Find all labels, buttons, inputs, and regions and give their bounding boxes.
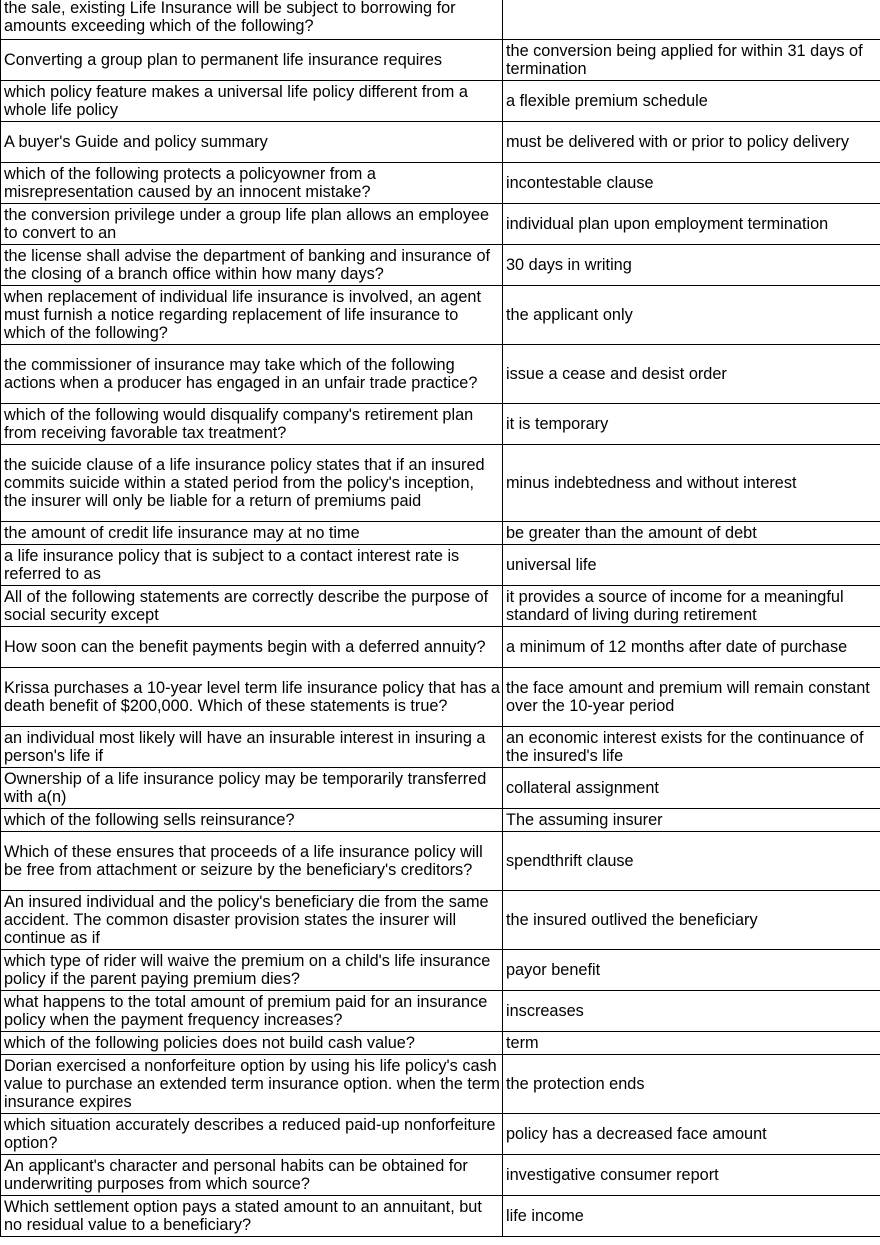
question-cell: which of the following protects a policyowner from a misrepresentation caused by an innocent mistake? (1, 163, 503, 204)
question-cell: How soon can the benefit payments begin with a deferred annuity? (1, 627, 503, 668)
question-cell: Ownership of a life insurance policy may be temporarily transferred with a(n) (1, 768, 503, 809)
answer-cell: 30 days in writing (503, 245, 880, 286)
table-row (1, 1196, 880, 1237)
table-row (1, 586, 880, 627)
table-row (1, 668, 880, 727)
question-cell: An applicant's character and personal habits can be obtained for underwriting purposes from which source? (1, 1155, 503, 1196)
answer-cell: it provides a source of income for a meaningful standard of living during retirement (503, 586, 880, 627)
answer-cell: incontestable clause (503, 163, 880, 204)
question-cell: A buyer's Guide and policy summary (1, 122, 503, 163)
table-row (1, 832, 880, 891)
answer-cell: universal life (503, 545, 880, 586)
question-cell: when replacement of individual life insurance is involved, an agent must furnish a notice regarding replacement of life insurance to which of the following? (1, 286, 503, 345)
table-row (1, 545, 880, 586)
answer-cell: spendthrift clause (503, 832, 880, 891)
table-row (1, 950, 880, 991)
table-row (1, 768, 880, 809)
answer-cell: investigative consumer report (503, 1155, 880, 1196)
answer-cell: policy has a decreased face amount (503, 1114, 880, 1155)
question-cell: which of the following sells reinsurance? (1, 809, 503, 832)
question-cell: an individual most likely will have an insurable interest in insuring a person's life if (1, 727, 503, 768)
table-row (1, 522, 880, 545)
answer-cell: the applicant only (503, 286, 880, 345)
answer-cell: inscreases (503, 991, 880, 1032)
table-row (1, 122, 880, 163)
table-row (1, 1114, 880, 1155)
question-cell: Converting a group plan to permanent life insurance requires (1, 40, 503, 81)
table-row (1, 40, 880, 81)
question-cell: which policy feature makes a universal life policy different from a whole life policy (1, 81, 503, 122)
table-row (1, 163, 880, 204)
answer-cell: it is temporary (503, 404, 880, 445)
table-row (1, 991, 880, 1032)
question-cell: which type of rider will waive the premium on a child's life insurance policy if the parent paying premium dies? (1, 950, 503, 991)
answer-cell: must be delivered with or prior to policy delivery (503, 122, 880, 163)
table-row (1, 286, 880, 345)
answer-cell (503, 0, 880, 40)
question-cell: the commissioner of insurance may take which of the following actions when a producer has engaged in an unfair trade practice? (1, 345, 503, 404)
answer-cell: collateral assignment (503, 768, 880, 809)
table-row (1, 245, 880, 286)
answer-cell: minus indebtedness and without interest (503, 445, 880, 522)
table-row (1, 404, 880, 445)
answer-cell: the conversion being applied for within 31 days of termination (503, 40, 880, 81)
answer-cell: the face amount and premium will remain constant over the 10-year period (503, 668, 880, 727)
question-cell: the amount of credit life insurance may at no time (1, 522, 503, 545)
question-cell: Which of these ensures that proceeds of a life insurance policy will be free from attachment or seizure by the beneficiary's creditors? (1, 832, 503, 891)
answer-cell: a minimum of 12 months after date of purchase (503, 627, 880, 668)
question-cell: Krissa purchases a 10-year level term life insurance policy that has a death benefit of $200,000. Which of these statements is true? (1, 668, 503, 727)
question-cell: the suicide clause of a life insurance policy states that if an insured commits suicide within a stated period from the policy's inception, the insurer will only be liable for a return of premiums paid (1, 445, 503, 522)
question-cell: what happens to the total amount of premium paid for an insurance policy when the payment frequency increases? (1, 991, 503, 1032)
question-cell: which of the following policies does not build cash value? (1, 1032, 503, 1055)
question-cell: which of the following would disqualify company's retirement plan from receiving favorable tax treatment? (1, 404, 503, 445)
answer-cell: issue a cease and desist order (503, 345, 880, 404)
question-cell: All of the following statements are correctly describe the purpose of social security except (1, 586, 503, 627)
table-row (1, 345, 880, 404)
table-row (1, 809, 880, 832)
qa-table-body (1, 0, 880, 1237)
table-row (1, 445, 880, 522)
answer-cell: an economic interest exists for the continuance of the insured's life (503, 727, 880, 768)
question-cell: Dorian exercised a nonforfeiture option by using his life policy's cash value to purchase an extended term insurance option. when the term insurance expires (1, 1055, 503, 1114)
answer-cell: a flexible premium schedule (503, 81, 880, 122)
table-row (1, 204, 880, 245)
answer-cell: individual plan upon employment termination (503, 204, 880, 245)
answer-cell: payor benefit (503, 950, 880, 991)
table-row (1, 81, 880, 122)
answer-cell: term (503, 1032, 880, 1055)
answer-cell: the protection ends (503, 1055, 880, 1114)
answer-cell: The assuming insurer (503, 809, 880, 832)
question-cell: a life insurance policy that is subject to a contact interest rate is referred to as (1, 545, 503, 586)
table-row (1, 891, 880, 950)
answer-cell: life income (503, 1196, 880, 1237)
question-cell: Which settlement option pays a stated amount to an annuitant, but no residual value to a beneficiary? (1, 1196, 503, 1237)
question-cell: the sale, existing Life Insurance will be subject to borrowing for amounts exceeding which of the following? (1, 0, 503, 40)
table-row (1, 0, 880, 40)
question-cell: which situation accurately describes a reduced paid-up nonforfeiture option? (1, 1114, 503, 1155)
table-row (1, 1055, 880, 1114)
table-row (1, 627, 880, 668)
question-cell: An insured individual and the policy's beneficiary die from the same accident. The common disaster provision states the insurer will continue as if (1, 891, 503, 950)
question-cell: the license shall advise the department of banking and insurance of the closing of a branch office within how many days? (1, 245, 503, 286)
table-row (1, 727, 880, 768)
table-row (1, 1155, 880, 1196)
answer-cell: be greater than the amount of debt (503, 522, 880, 545)
answer-cell: the insured outlived the beneficiary (503, 891, 880, 950)
question-cell: the conversion privilege under a group life plan allows an employee to convert to an (1, 204, 503, 245)
table-row (1, 1032, 880, 1055)
